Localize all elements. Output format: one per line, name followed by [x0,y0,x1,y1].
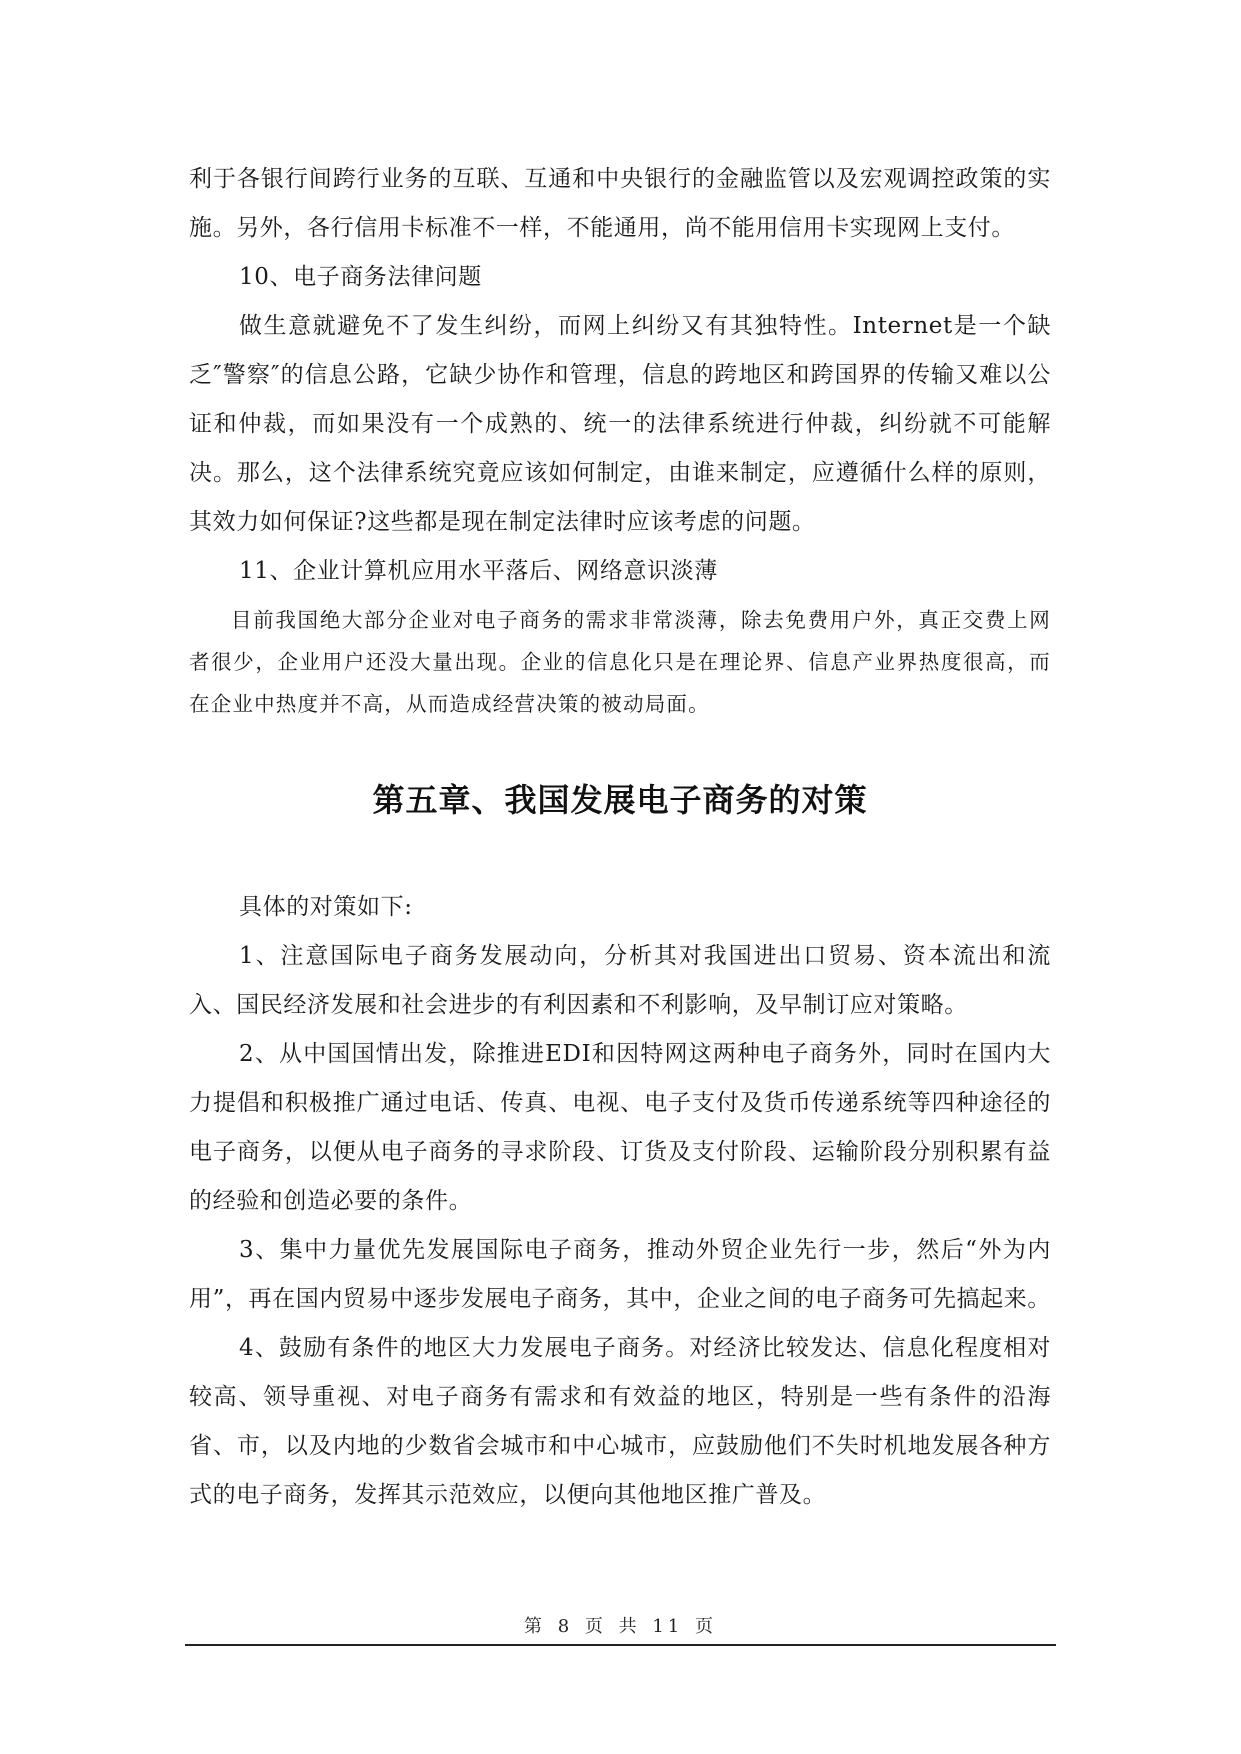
paragraph-countermeasure-2: 2、从中国国情出发，除推进EDI和因特网这两种电子商务外，同时在国内大力提倡和积极推广通过电话、传真、电视、电子支付及货币传递系统等四种途径的电子商务，以便从电子商务的寻求阶段、订货及支付阶段、运输阶段分别积累有益的经验和创造必要的条件。 [189,1041,1051,1214]
paragraph-countermeasure-4: 4、鼓励有条件的地区大力发展电子商务。对经济比较发达、信息化程度相对较高、领导重视、对电子商务有需求和有效益的地区，特别是一些有条件的沿海省、市，以及内地的少数省会城市和中心城市，应鼓励他们不失时机地发展各种方式的电子商务，发挥其示范效应，以便向其他地区推广普及。 [189,1335,1051,1508]
subheading-legal-issues: 10、电子商务法律问题 [239,264,482,290]
chapter-heading: 第五章、我国发展电子商务的对策 [372,781,868,819]
footer-divider [185,1644,1056,1646]
paragraph-legal-issues: 做生意就避免不了发生纠纷，而网上纠纷又有其独特性。Internet是一个缺乏″警察″的信息公路，它缺少协作和管理，信息的跨地区和跨国界的传输又难以公证和仲裁，而如果没有一个成熟的、统一的法律系统进行仲裁，纠纷就不可能解决。那么，这个法律系统究竟应该如何制定，由谁来制定，应遵循什么样的原则，其效力如何保证?这些都是现在制定法律时应该考虑的问题。 [189,313,1051,535]
page-number-footer: 第 8 页 共 11 页 [524,1616,717,1637]
page-content [189,155,1051,1520]
paragraph-countermeasures-intro: 具体的对策如下: [239,894,413,920]
paragraph-countermeasure-1: 1、注意国际电子商务发展动向，分析其对我国进出口贸易、资本流出和流入、国民经济发展和社会进步的有利因素和不利影响，及早制订应对策略。 [189,943,1051,1018]
subheading-enterprise-computing: 11、企业计算机应用水平落后、网络意识淡薄 [239,558,718,584]
paragraph-banking-continued: 利于各银行间跨行业务的互联、互通和中央银行的金融监管以及宏观调控政策的实施。另外，各行信用卡标准不一样，不能通用，尚不能用信用卡实现网上支付。 [189,166,1051,241]
paragraph-enterprise-computing: 目前我国绝大部分企业对电子商务的需求非常淡薄，除去免费用户外，真正交费上网者很少，企业用户还没大量出现。企业的信息化只是在理论界、信息产业界热度很高，而在企业中热度并不高，从而造成经营决策的被动局面。 [189,608,1051,716]
paragraph-countermeasure-3: 3、集中力量优先发展国际电子商务，推动外贸企业先行一步，然后“外为内用”，再在国内贸易中逐步发展电子商务，其中，企业之间的电子商务可先搞起来。 [189,1237,1051,1312]
